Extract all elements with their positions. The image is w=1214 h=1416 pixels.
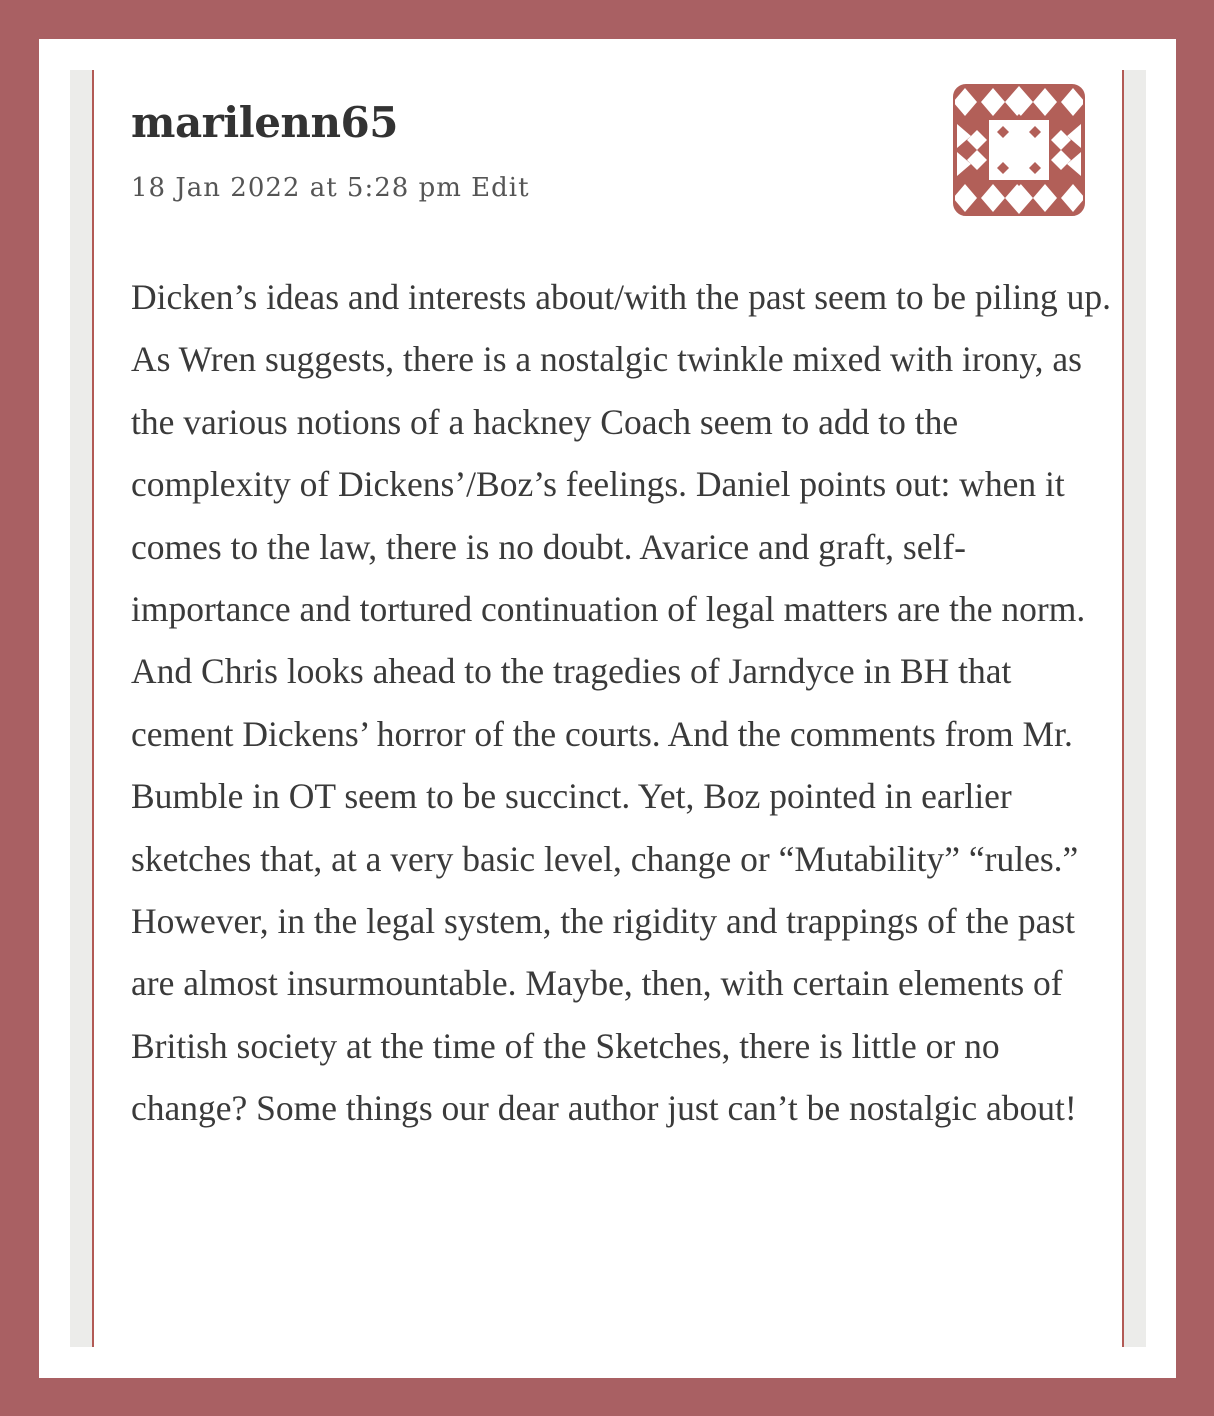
comment-body: Dicken’s ideas and interests about/with the past seem to be piling up. As Wren suggests, there is a nostalgic twinkle mixed with irony, as the various notions of a hackney Coach seem to add to the complexity of Dickens’/Boz’s feelings. Daniel points out: when it comes to the law, there is no doubt. Avarice and graft, self-importance and tortured continuation of legal matters are the norm. And Chris looks ahead to the tragedies of Jarndyce in BH that cement Dickens’ horror of the courts. And the comments from Mr. Bumble in OT seem to be succinct. Yet, Boz pointed in earlier sketches that, at a very basic level, change or “Mutability” “rules.” However, in the legal system, the rigidity and trappings of the past are almost insurmountable. Maybe, then, with certain elements of British society at the time of the Sketches, there is little or no change? Some things our dear author just can’t be nostalgic about! xyxy=(131,277,1111,1129)
left-border-bar xyxy=(70,70,94,1347)
edit-link[interactable]: Edit xyxy=(471,173,530,203)
comment-date-link[interactable]: 18 Jan 2022 at 5:28 pm xyxy=(131,173,462,203)
comment-card xyxy=(39,39,1176,1378)
comment-author[interactable]: marilenn65 xyxy=(131,98,398,147)
avatar xyxy=(953,84,1085,216)
identicon-avatar-icon xyxy=(953,84,1085,216)
comment-meta xyxy=(131,170,530,206)
right-border-bar xyxy=(1122,70,1146,1347)
